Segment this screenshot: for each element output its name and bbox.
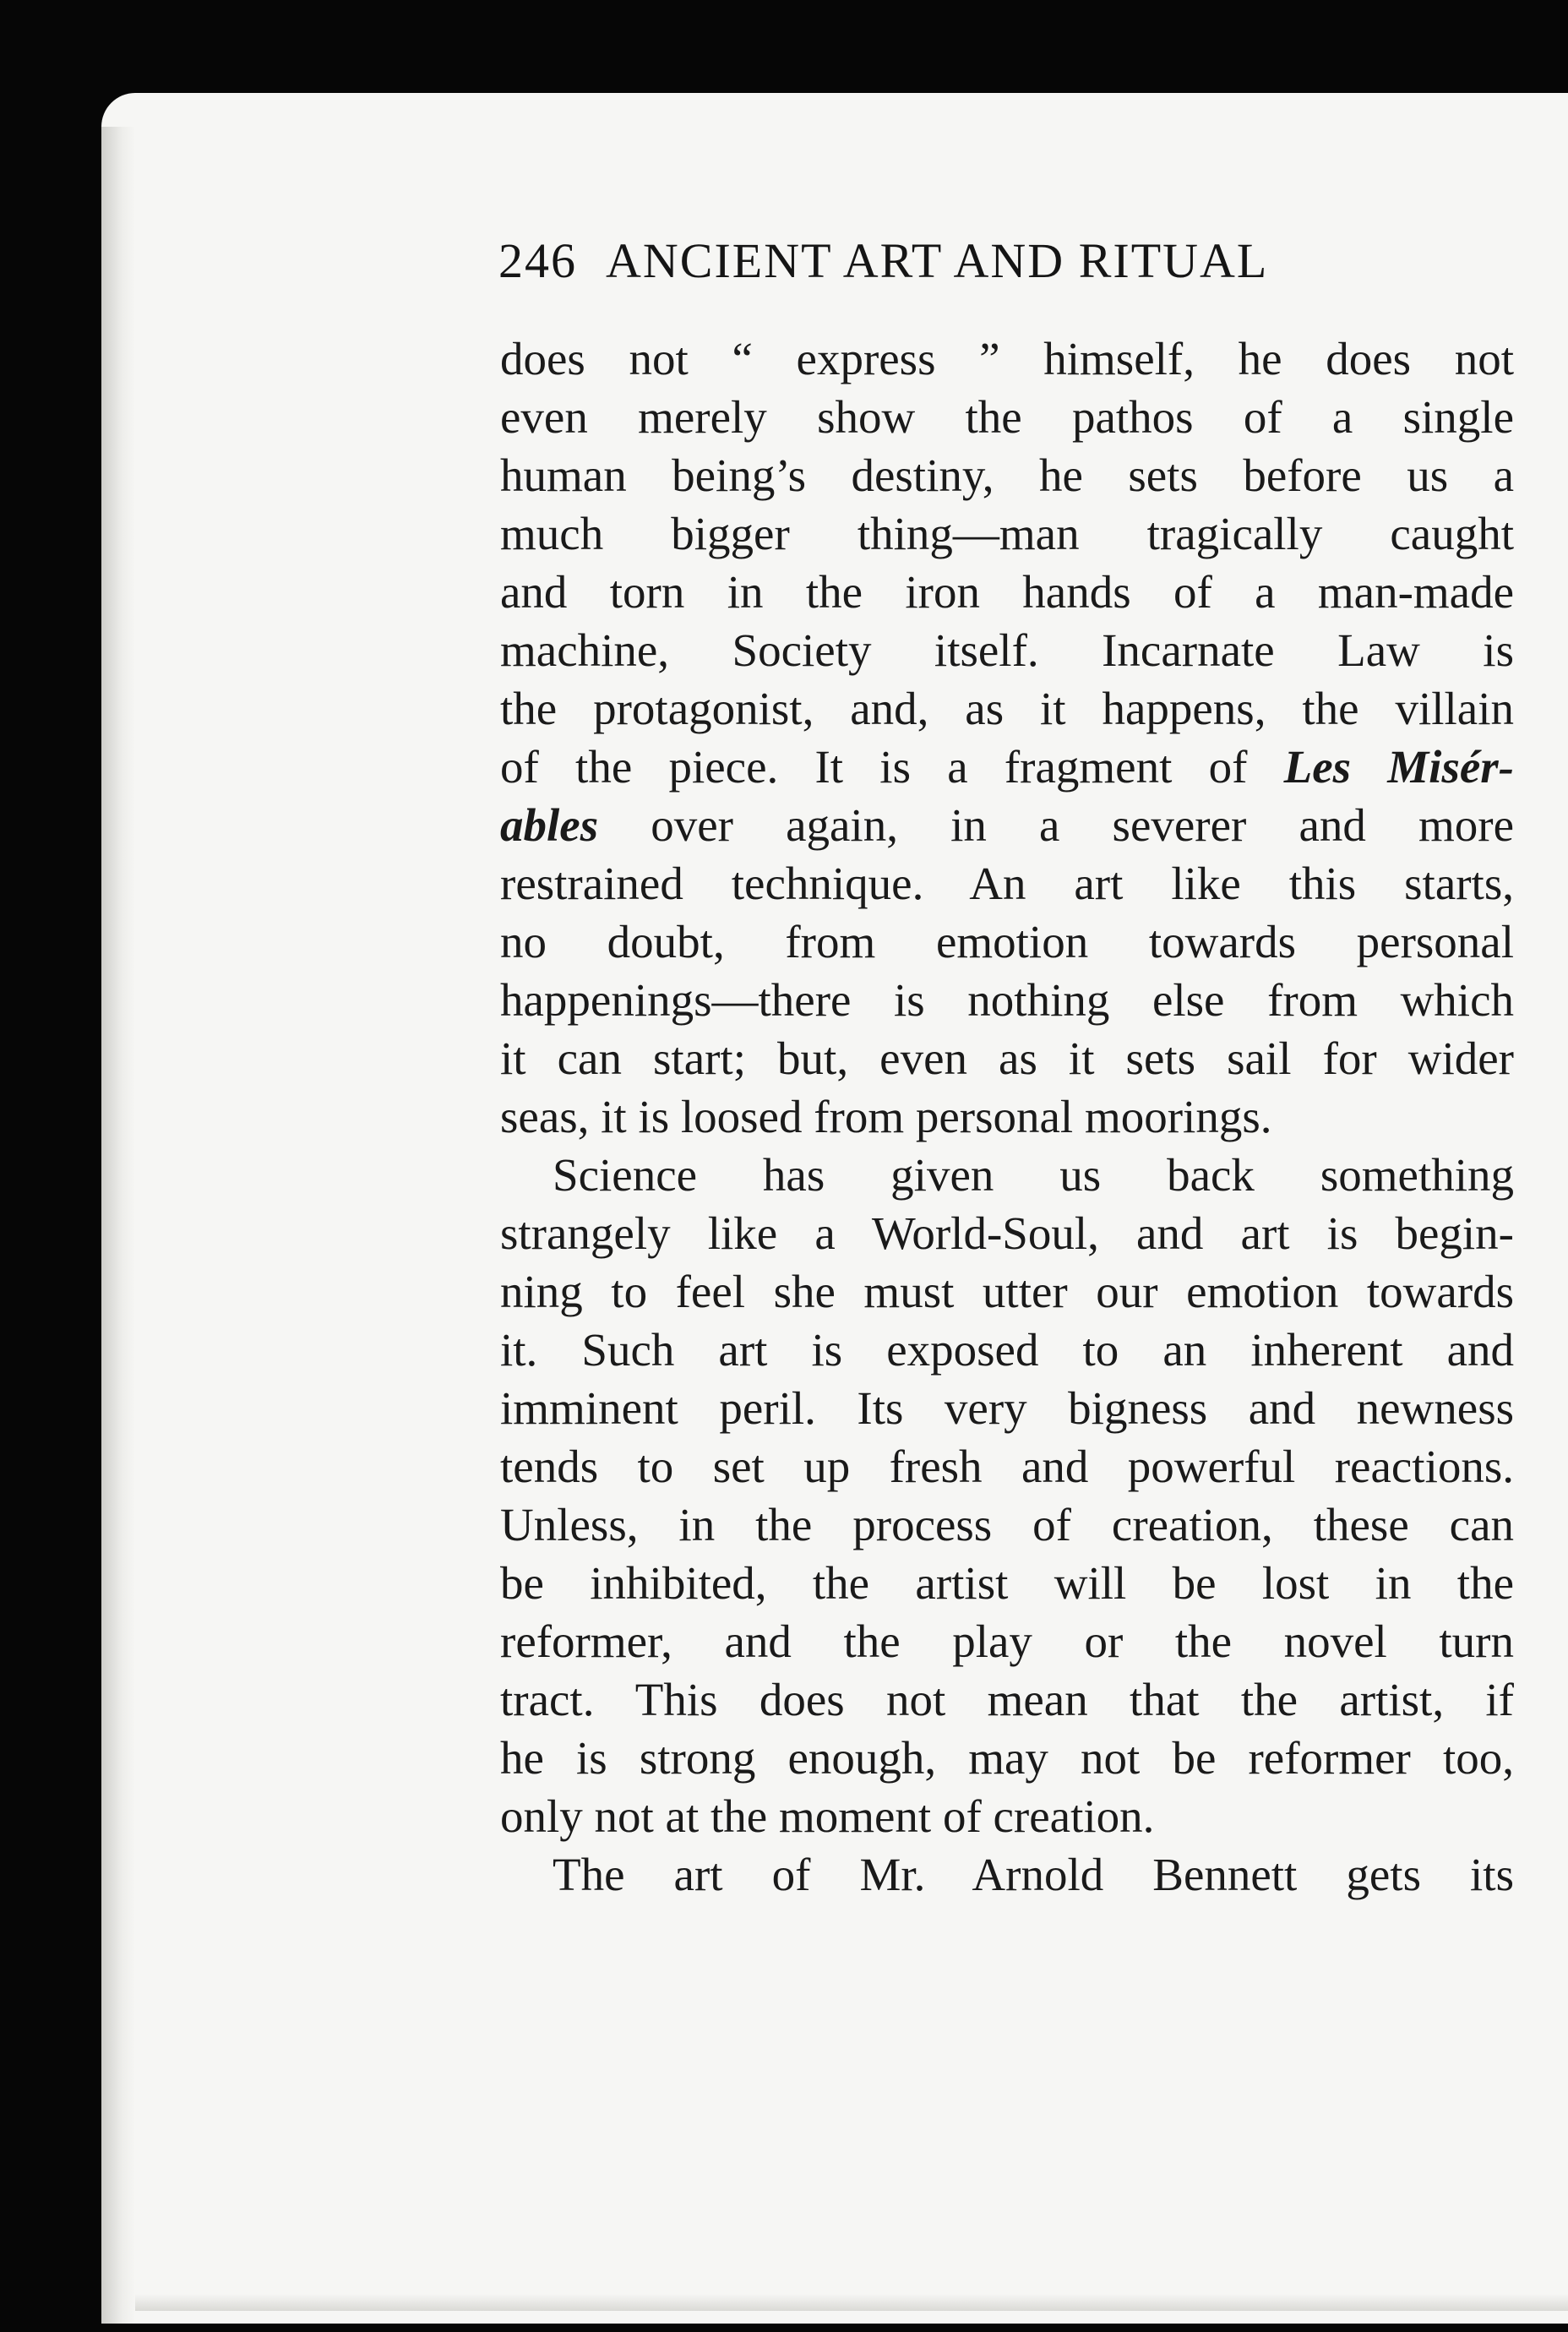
text-line: tends to set up fresh and powerful reactions. xyxy=(500,1441,1514,1492)
text-line: and torn in the iron hands of a man-made xyxy=(500,566,1514,618)
text-segment: over again, in a severer and more xyxy=(651,799,1515,851)
text-line: happenings—there is nothing else from which xyxy=(500,974,1514,1026)
text-line: tract. This does not mean that the artist, if xyxy=(500,1674,1514,1725)
text-line: only not at the moment of creation. xyxy=(500,1790,1155,1842)
running-title: ANCIENT ART AND RITUAL xyxy=(606,233,1269,288)
text-line: no doubt, from emotion towards personal xyxy=(500,916,1514,967)
body-text xyxy=(500,330,1514,1904)
text-line: much bigger thing—man tragically caught xyxy=(500,508,1514,559)
text-line: ning to feel she must utter our emotion towards xyxy=(500,1266,1514,1317)
paragraph-start: Science has given us back something xyxy=(553,1149,1514,1201)
text-line-with-title xyxy=(500,796,1514,854)
text-line: even merely show the pathos of a single xyxy=(500,391,1514,443)
text-line: strangely like a World-Soul, and art is begin- xyxy=(500,1207,1514,1259)
text-line: imminent peril. Its very bigness and newness xyxy=(500,1382,1514,1434)
page-left-edge xyxy=(101,127,135,2324)
text-segment: of the piece. It is a fragment of xyxy=(500,741,1248,793)
text-line: be inhibited, the artist will be lost in the xyxy=(500,1557,1514,1609)
text-line: reformer, and the play or the novel turn xyxy=(500,1616,1514,1667)
italic-title: Les Misér- xyxy=(1283,741,1515,793)
paragraph-start: The art of Mr. Arnold Bennett gets its xyxy=(553,1849,1514,1900)
text-line: restrained technique. An art like this starts, xyxy=(500,858,1514,909)
text-line: Unless, in the process of creation, these can xyxy=(500,1499,1514,1550)
text-line: machine, Society itself. Incarnate Law is xyxy=(500,624,1514,676)
text-line: it. Such art is exposed to an inherent and xyxy=(500,1324,1514,1376)
text-line: does not “ express ” himself, he does not xyxy=(500,333,1514,384)
italic-title-continued: ables xyxy=(500,799,599,851)
text-line-with-title xyxy=(500,738,1514,796)
text-line: seas, it is loosed from personal moorings. xyxy=(500,1091,1272,1142)
text-line: it can start; but, even as it sets sail for wider xyxy=(500,1033,1514,1084)
text-line: he is strong enough, may not be reformer too, xyxy=(500,1732,1514,1784)
page-number: 246 xyxy=(498,233,577,288)
text-line: the protagonist, and, as it happens, the villain xyxy=(500,683,1514,734)
text-line: human being’s destiny, he sets before us a xyxy=(500,450,1514,501)
running-header xyxy=(498,232,1394,300)
page-bottom-edge xyxy=(135,2294,1568,2311)
